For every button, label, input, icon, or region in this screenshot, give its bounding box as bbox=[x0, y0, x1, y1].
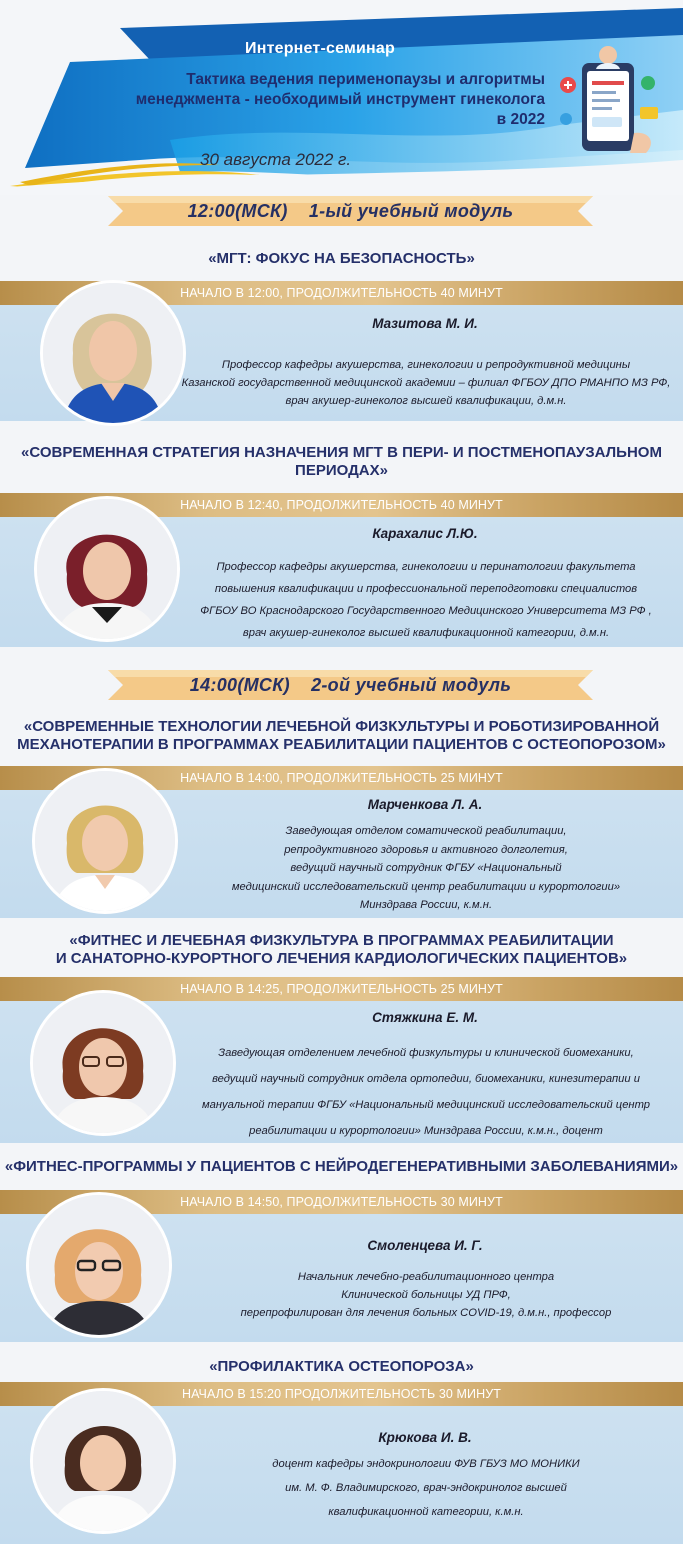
speaker-name-1: Мазитова М. И. bbox=[372, 316, 478, 331]
speaker-desc-line: мануальной терапии ФГБУ «Национальный медицинский исследовательский центр bbox=[201, 1099, 651, 1111]
talk-title-5 bbox=[0, 1158, 683, 1176]
talk-title-3 bbox=[0, 718, 683, 754]
speaker-photo-6 bbox=[30, 1388, 176, 1534]
speaker-desc-line: Профессор кафедры акушерства, гинекологии и перинатологии факультета bbox=[216, 561, 636, 573]
start-bar-1: НАЧАЛО В 12:00, ПРОДОЛЖИТЕЛЬНОСТЬ 40 МИНУТ bbox=[0, 281, 683, 305]
speaker-desc-line: Клинической больницы УД ПРФ, bbox=[341, 1289, 511, 1301]
speaker-desc-line: доцент кафедры эндокринологии ФУВ ГБУЗ МО МОНИКИ bbox=[272, 1458, 580, 1470]
speaker-name-5: Смоленцева И. Г. bbox=[367, 1238, 483, 1253]
start-bar-5: НАЧАЛО В 14:50, ПРОДОЛЖИТЕЛЬНОСТЬ 30 МИНУТ bbox=[0, 1190, 683, 1214]
speaker-desc-line: врач акушер-гинеколог высшей квалификации, д.м.н. bbox=[285, 395, 567, 407]
speaker-desc-line: Заведующая отделом соматической реабилитации, bbox=[285, 825, 567, 837]
speaker-photo-2 bbox=[34, 496, 180, 642]
start-bar-6: НАЧАЛО В 15:20 ПРОДОЛЖИТЕЛЬНОСТЬ 30 МИНУТ bbox=[0, 1382, 683, 1406]
module-ribbon-1 bbox=[108, 194, 593, 228]
speaker-desc-line: перепрофилирован для лечения больных COVID-19, д.м.н., профессор bbox=[240, 1307, 612, 1319]
speaker-photo-1 bbox=[40, 280, 186, 426]
speaker-desc-line: медицинский исследовательский центр реабилитации и курортологии» bbox=[231, 880, 621, 893]
talk-title-line: И САНАТОРНО-КУРОРТНОГО ЛЕЧЕНИЯ КАРДИОЛОГИЧЕСКИХ ПАЦИЕНТОВ» bbox=[55, 950, 628, 967]
speaker-desc-3 bbox=[176, 822, 676, 915]
module-label: 14:00(МСК) 2-ой учебный модуль bbox=[189, 675, 512, 695]
speaker-desc-6 bbox=[176, 1452, 676, 1524]
event-title-line: менеджмента - необходимый инструмент гинеколога bbox=[135, 91, 545, 108]
speaker-desc-line: повышения квалификации и профессиональной переподготовки специалистов bbox=[214, 583, 638, 595]
talk-title-line: «ФИТНЕС И ЛЕЧЕБНАЯ ФИЗКУЛЬТУРА В ПРОГРАММАХ РЕАБИЛИТАЦИИ bbox=[69, 932, 614, 949]
event-date: 30 августа 2022 г. bbox=[200, 150, 352, 169]
speaker-desc-line: репродуктивного здоровья и активного долголетия, bbox=[284, 843, 568, 856]
speaker-desc-line: врач акушер-гинеколог высшей квалификационной категории, д.м.н. bbox=[242, 627, 610, 639]
portrait-illustration bbox=[29, 1195, 169, 1335]
speaker-desc-line: квалификационной категории, к.м.н. bbox=[328, 1506, 524, 1518]
portrait-illustration bbox=[37, 499, 177, 639]
speaker-photo-3 bbox=[32, 768, 178, 914]
talk-title-line: «ФИТНЕС-ПРОГРАММЫ У ПАЦИЕНТОВ С НЕЙРОДЕГЕНЕРАТИВНЫМИ ЗАБОЛЕВАНИЯМИ» bbox=[4, 1158, 679, 1175]
talk-title-line: «СОВРЕМЕННАЯ СТРАТЕГИЯ НАЗНАЧЕНИЯ МГТ В ПЕРИ- И ПОСТМЕНОПАУЗАЛЬНОМ bbox=[21, 444, 662, 461]
talk-title-line: ПЕРИОДАХ» bbox=[295, 462, 388, 479]
speaker-name-2: Карахалис Л.Ю. bbox=[372, 526, 478, 541]
speaker-name-4: Стяжкина Е. М. bbox=[372, 1010, 478, 1025]
speaker-desc-line: Заведующая отделением лечебной физкультуры и клинической биомеханики, bbox=[218, 1047, 634, 1059]
speaker-desc-2 bbox=[176, 556, 676, 644]
speaker-name-6: Крюкова И. В. bbox=[378, 1430, 472, 1445]
module-ribbon-2 bbox=[108, 668, 593, 702]
talk-title-line: «ПРОФИЛАКТИКА ОСТЕОПОРОЗА» bbox=[209, 1358, 474, 1375]
talk-title-4 bbox=[0, 932, 683, 968]
speaker-desc-line: Минздрава России, к.м.н. bbox=[359, 899, 493, 911]
header-banner bbox=[0, 0, 683, 195]
speaker-desc-5 bbox=[176, 1268, 676, 1322]
speaker-desc-line: реабилитации и курортологии» Минздрава России, к.м.н., доцент bbox=[249, 1125, 603, 1137]
talk-title-6 bbox=[0, 1358, 683, 1376]
module-label: 12:00(МСК) 1-ый учебный модуль bbox=[187, 201, 514, 221]
portrait-illustration bbox=[35, 771, 175, 911]
talk-title-line: «МГТ: ФОКУС НА БЕЗОПАСНОСТЬ» bbox=[208, 250, 475, 267]
talk-title-1 bbox=[0, 250, 683, 268]
speaker-desc-line: ФГБОУ ВО Краснодарского Государственного Медицинского Университета МЗ РФ , bbox=[200, 605, 652, 617]
speaker-desc-line: им. М. Ф. Владимирского, врач-эндокринолог высшей bbox=[285, 1482, 567, 1494]
talk-title-2 bbox=[0, 444, 683, 480]
talk-title-line: «СОВРЕМЕННЫЕ ТЕХНОЛОГИИ ЛЕЧЕБНОЙ ФИЗКУЛЬТУРЫ И РОБОТИЗИРОВАННОЙ bbox=[23, 718, 660, 735]
speaker-photo-5 bbox=[26, 1192, 172, 1338]
portrait-illustration bbox=[33, 1391, 173, 1531]
speaker-photo-4 bbox=[30, 990, 176, 1136]
speaker-desc-line: ведущий научный сотрудник ФГБУ «Национальный bbox=[290, 862, 562, 874]
speaker-desc-line: ведущий научный сотрудник отдела ортопедии, биомеханики, кинезитерапии и bbox=[212, 1073, 640, 1085]
start-bar-2: НАЧАЛО В 12:40, ПРОДОЛЖИТЕЛЬНОСТЬ 40 МИНУТ bbox=[0, 493, 683, 517]
speaker-name-3: Марченкова Л. А. bbox=[367, 797, 483, 812]
speaker-desc-1 bbox=[176, 356, 676, 410]
event-title-line: в 2022 bbox=[496, 111, 545, 128]
event-title-line: Тактика ведения перименопаузы и алгоритмы bbox=[186, 71, 545, 88]
speaker-desc-line: Начальник лечебно-реабилитационного центра bbox=[297, 1271, 555, 1283]
event-kicker: Интернет-семинар bbox=[245, 40, 395, 57]
start-bar-4: НАЧАЛО В 14:25, ПРОДОЛЖИТЕЛЬНОСТЬ 25 МИНУТ bbox=[0, 977, 683, 1001]
speaker-desc-line: Казанской государственной медицинской академии – филиал ФГБОУ ДПО РМАНПО МЗ РФ, bbox=[181, 377, 671, 389]
speaker-desc-line: Профессор кафедры акушерства, гинекологии и репродуктивной медицины bbox=[221, 359, 631, 371]
speaker-desc-4 bbox=[176, 1040, 676, 1144]
event-title bbox=[80, 70, 545, 130]
portrait-illustration bbox=[43, 283, 183, 423]
portrait-illustration bbox=[33, 993, 173, 1133]
talk-title-line: МЕХАНОТЕРАПИИ В ПРОГРАММАХ РЕАБИЛИТАЦИИ ПАЦИЕНТОВ С ОСТЕОПОРОЗОМ» bbox=[17, 736, 666, 753]
start-bar-3: НАЧАЛО В 14:00, ПРОДОЛЖИТЕЛЬНОСТЬ 25 МИНУТ bbox=[0, 766, 683, 790]
